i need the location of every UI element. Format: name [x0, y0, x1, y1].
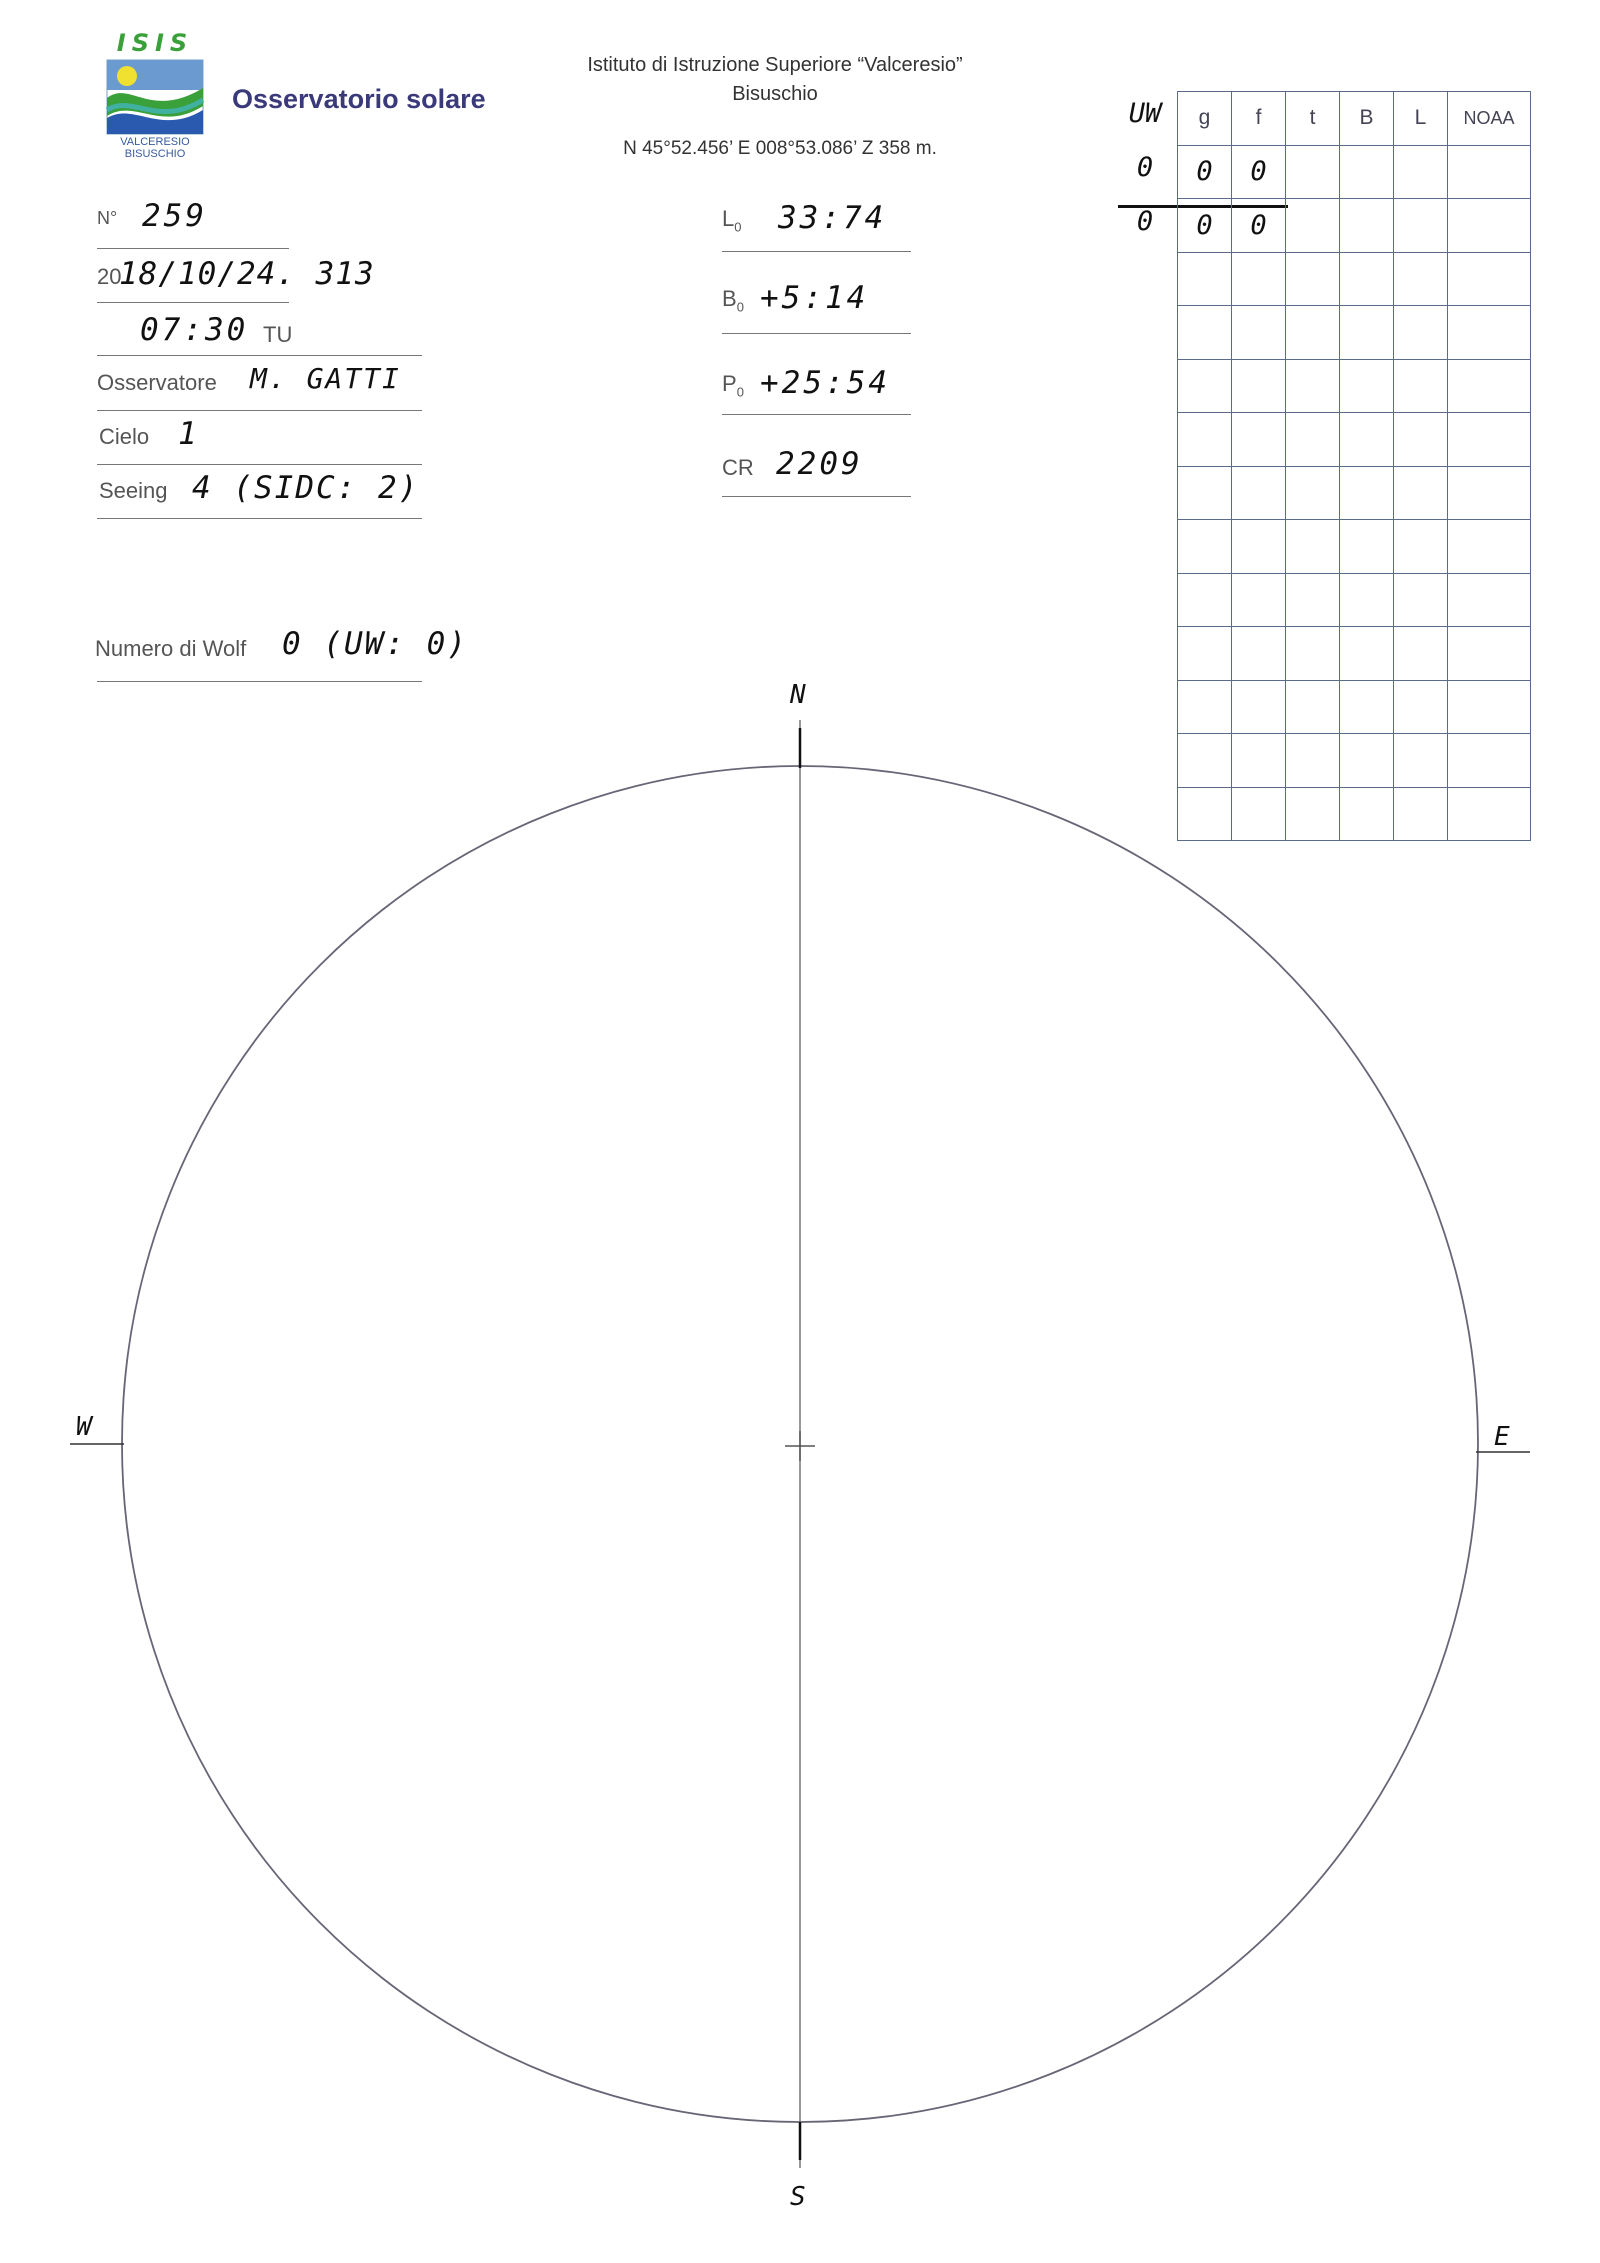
table-cell[interactable] [1394, 252, 1448, 306]
header-g: g [1178, 92, 1232, 146]
table-cell[interactable] [1448, 787, 1531, 841]
table-cell[interactable] [1286, 520, 1340, 574]
table-row [1178, 306, 1531, 360]
seeing-label: Seeing [99, 478, 168, 503]
table-cell[interactable] [1178, 787, 1232, 841]
table-cell[interactable] [1232, 787, 1286, 841]
table-cell[interactable] [1286, 199, 1340, 253]
wolf-value: 0 (UW: 0) [282, 626, 468, 662]
table-cell[interactable] [1340, 252, 1394, 306]
table-cell[interactable] [1394, 627, 1448, 681]
table-cell[interactable]: 0 [1178, 145, 1232, 199]
table-cell[interactable] [1286, 306, 1340, 360]
observer-label: Osservatore [97, 370, 217, 395]
b0-rule [722, 333, 911, 334]
time-rule [97, 355, 422, 356]
table-cell[interactable] [1286, 573, 1340, 627]
header-f: f [1232, 92, 1286, 146]
table-row [1178, 680, 1531, 734]
number-value: 259 [142, 198, 207, 234]
uw-value-2: 0 [1136, 206, 1154, 237]
table-cell[interactable] [1448, 680, 1531, 734]
l0-value: 33:74 [778, 200, 887, 236]
table-cell[interactable] [1394, 199, 1448, 253]
table-cell[interactable] [1448, 199, 1531, 253]
compass-west: W [76, 1412, 92, 1442]
table-cell[interactable] [1232, 306, 1286, 360]
table-cell[interactable] [1340, 680, 1394, 734]
compass-east: E [1494, 1422, 1510, 1452]
cr-label: CR [722, 455, 754, 480]
time-unit: TU [263, 322, 293, 347]
table-cell[interactable] [1448, 627, 1531, 681]
table-cell[interactable] [1340, 145, 1394, 199]
table-cell[interactable] [1286, 787, 1340, 841]
table-cell[interactable] [1232, 520, 1286, 574]
table-cell[interactable] [1394, 520, 1448, 574]
uw-value-1: 0 [1136, 152, 1154, 183]
table-cell[interactable] [1340, 466, 1394, 520]
table-cell[interactable] [1232, 680, 1286, 734]
table-cell[interactable] [1394, 145, 1448, 199]
table-cell[interactable] [1178, 573, 1232, 627]
table-cell[interactable] [1394, 573, 1448, 627]
table-cell[interactable] [1340, 413, 1394, 467]
table-cell[interactable] [1232, 734, 1286, 788]
wolf-label: Numero di Wolf [95, 636, 247, 661]
compass-north: N [790, 680, 806, 710]
date-prefix: 20 [97, 264, 122, 289]
table-cell[interactable] [1232, 413, 1286, 467]
table-cell[interactable] [1232, 627, 1286, 681]
p0-label: $P_0$ [722, 371, 744, 400]
table-cell[interactable] [1178, 466, 1232, 520]
table-cell[interactable] [1448, 306, 1531, 360]
table-row [1178, 627, 1531, 681]
page-title: Osservatorio solare [232, 84, 486, 114]
table-cell[interactable] [1286, 145, 1340, 199]
table-cell[interactable] [1286, 252, 1340, 306]
table-cell[interactable] [1178, 520, 1232, 574]
table-cell[interactable] [1340, 199, 1394, 253]
table-cell[interactable] [1394, 306, 1448, 360]
b0-value: +5:14 [760, 280, 869, 316]
table-cell[interactable] [1286, 680, 1340, 734]
header-b: B [1340, 92, 1394, 146]
header-noaa: NOAA [1448, 92, 1531, 146]
table-cell[interactable] [1448, 520, 1531, 574]
table-row [1178, 252, 1531, 306]
wolf-rule [97, 681, 422, 682]
table-row [1178, 466, 1531, 520]
table-cell[interactable] [1178, 680, 1232, 734]
table-cell[interactable] [1232, 466, 1286, 520]
header-l: L [1394, 92, 1448, 146]
date-rule [97, 302, 289, 303]
table-cell[interactable] [1286, 359, 1340, 413]
institute-coords: N 45°52.456’ E 008°53.086’ Z 358 m. [623, 138, 937, 159]
table-cell[interactable] [1340, 787, 1394, 841]
table-cell[interactable] [1286, 466, 1340, 520]
table-cell[interactable] [1178, 734, 1232, 788]
sunspot-table [1177, 91, 1531, 841]
table-cell[interactable] [1448, 413, 1531, 467]
table-row [1178, 734, 1531, 788]
table-cell[interactable] [1394, 359, 1448, 413]
p0-value: +25:54 [760, 365, 890, 401]
table-cell[interactable] [1340, 573, 1394, 627]
table-cell[interactable] [1286, 413, 1340, 467]
table-cell[interactable] [1448, 734, 1531, 788]
institute-town: Bisuschio [732, 83, 818, 105]
table-cell[interactable] [1394, 787, 1448, 841]
cr-value: 2209 [776, 446, 863, 482]
table-cell[interactable] [1286, 627, 1340, 681]
table-cell[interactable] [1448, 145, 1531, 199]
l0-label: $L_0$ [722, 206, 742, 235]
table-row [1178, 787, 1531, 841]
table-cell[interactable] [1232, 359, 1286, 413]
header-t: t [1286, 92, 1340, 146]
table-cell[interactable] [1340, 359, 1394, 413]
table-cell[interactable] [1340, 627, 1394, 681]
table-row [1178, 573, 1531, 627]
table-cell[interactable] [1394, 413, 1448, 467]
table-header-row [1178, 92, 1531, 146]
logo-bottom-line1: VALCERESIO [120, 136, 190, 148]
uw-header: UW [1128, 98, 1162, 129]
seeing-rule [97, 518, 422, 519]
seeing-value: 4 (SIDC: 2) [192, 470, 420, 506]
sky-rule [97, 464, 422, 465]
table-cell[interactable] [1178, 627, 1232, 681]
logo-bottom-line2: BISUSCHIO [124, 148, 186, 160]
table-row [1178, 199, 1531, 253]
table-row [1178, 520, 1531, 574]
number-rule [97, 248, 289, 249]
sky-label: Cielo [99, 424, 150, 449]
table-cell[interactable] [1286, 734, 1340, 788]
table-cell[interactable] [1178, 306, 1232, 360]
observer-value: M. GATTI [250, 362, 401, 395]
table-cell[interactable] [1448, 466, 1531, 520]
solar-disc [122, 766, 1478, 2122]
logo-top-text: ISIS [116, 29, 194, 57]
logo [100, 30, 210, 162]
table-cell[interactable]: 0 [1178, 199, 1232, 253]
observer-rule [97, 410, 422, 411]
p0-rule [722, 414, 911, 415]
table-cell[interactable] [1394, 466, 1448, 520]
sky-value: 1 [178, 416, 200, 452]
table-cell[interactable] [1178, 252, 1232, 306]
b0-label: $B_0$ [722, 286, 744, 315]
table-cell[interactable]: 0 [1232, 145, 1286, 199]
table-cell[interactable] [1340, 306, 1394, 360]
date-value: 18/10/24. 313 [119, 256, 375, 292]
time-value: 07:30 [140, 312, 249, 348]
compass-south: S [790, 2182, 806, 2212]
table-row [1178, 413, 1531, 467]
table-cell[interactable] [1178, 359, 1232, 413]
logo-emblem [105, 58, 205, 136]
table-cell[interactable] [1340, 520, 1394, 574]
table-cell[interactable] [1448, 573, 1531, 627]
table-cell[interactable]: 0 [1232, 199, 1286, 253]
l0-rule [722, 251, 911, 252]
table-cell[interactable] [1448, 252, 1531, 306]
table-cell[interactable] [1448, 359, 1531, 413]
table-cell[interactable] [1394, 734, 1448, 788]
cr-rule [722, 496, 911, 497]
table-cell[interactable] [1232, 252, 1286, 306]
table-cell[interactable] [1232, 573, 1286, 627]
table-cell[interactable] [1340, 734, 1394, 788]
table-cell[interactable] [1394, 680, 1448, 734]
institute-name: Istituto di Istruzione Superiore “Valceresio” [587, 54, 963, 76]
table-row [1178, 145, 1531, 199]
table-row [1178, 359, 1531, 413]
table-cell[interactable] [1178, 413, 1232, 467]
number-label: N° [97, 208, 118, 228]
